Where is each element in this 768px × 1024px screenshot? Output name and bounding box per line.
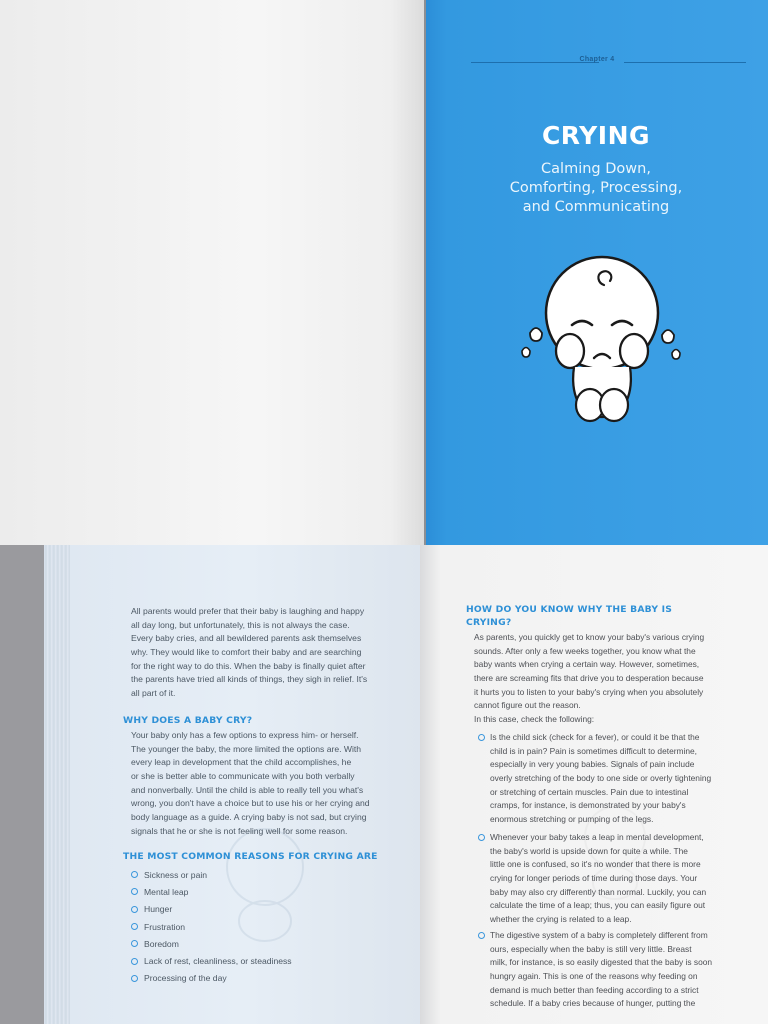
- chapter-label: Chapter 4: [579, 56, 615, 63]
- section-heading-why-cry: WHY DOES A BABY CRY?: [123, 715, 253, 726]
- section-heading-how-know: [466, 604, 672, 629]
- list-item-label: Processing of the day: [144, 973, 227, 984]
- crying-baby-illustration: [512, 255, 684, 435]
- text-line: for the right way to do this. When the baby is finally quiet after: [131, 660, 366, 671]
- chapter-opener-page: [426, 0, 768, 545]
- list-item: [131, 970, 292, 987]
- subtitle-line: and Communicating: [522, 199, 670, 215]
- text-line: and nonverbally. Until the child is able to really tell you what's: [131, 784, 364, 795]
- text-line: signals that he or she is not feeling well for some reason.: [131, 825, 348, 836]
- list-item-label: Boredom: [144, 938, 179, 949]
- text-line: all day long, but unfortunately, this is not always the case.: [131, 619, 350, 630]
- list-item: [131, 883, 292, 900]
- list-item-label: Mental leap: [144, 886, 189, 897]
- text-line: every leap in development that the child accomplishes, he: [131, 757, 352, 768]
- intro-paragraph: [131, 605, 406, 701]
- circle-bullet-icon: [478, 932, 485, 939]
- text-line: Whenever your baby takes a leap in mental development,: [490, 832, 704, 842]
- text-line: crying for longer periods of time during those days. Your: [490, 872, 698, 883]
- text-line: hungry again. This is one of the reasons why feeding on: [490, 970, 698, 981]
- text-line: baby may also cry differently than normal. Luckily, you can: [490, 886, 707, 897]
- text-line: In this case, check the following:: [474, 713, 595, 724]
- how-know-paragraph: [474, 631, 722, 727]
- text-line: Every baby cries, and all bewildered parents ask themselves: [131, 633, 362, 644]
- chapter-subtitle: [426, 160, 766, 217]
- text-line: cramps, for instance, is demonstrated by your baby's: [490, 800, 686, 811]
- text-line: schedule. If a baby cries because of hunger, putting the: [490, 998, 696, 1009]
- text-line: sounds. After only a few weeks together, you know what the: [474, 645, 696, 656]
- text-line: ours, especially when the baby is still very little. Breast: [490, 943, 692, 954]
- circle-bullet-icon: [131, 888, 138, 895]
- circle-bullet-icon: [131, 958, 138, 965]
- heading-line: CRYING?: [466, 616, 512, 628]
- reasons-list: [131, 866, 292, 987]
- heading-line: HOW DO YOU KNOW WHY THE BABY IS: [466, 604, 673, 615]
- circle-bullet-icon: [131, 871, 138, 878]
- text-line: milk, for instance, is so easily digested that the baby is soon: [490, 957, 713, 968]
- list-item: [131, 901, 292, 918]
- circle-bullet-icon: [131, 940, 138, 947]
- text-line: whether the crying is related to a leap.: [490, 913, 632, 924]
- text-line: all part of it.: [131, 687, 176, 698]
- text-line: or she is better able to communicate with you both verbally: [131, 770, 355, 781]
- text-line: there are screaming fits that drive you to desperation because: [474, 672, 704, 683]
- list-item-label: Lack of rest, cleanliness, or steadiness: [144, 956, 292, 967]
- list-item-label: Hunger: [144, 904, 173, 915]
- chapter-title: CRYING: [541, 121, 651, 150]
- text-line: As parents, you quickly get to know your baby's various crying: [474, 632, 705, 642]
- text-line: demand is much better than feeding according to a strict: [490, 984, 699, 995]
- circle-bullet-icon: [131, 923, 138, 930]
- text-line: calculate the time of a leap; thus, you can easily figure out: [490, 900, 706, 911]
- list-item-label: Sickness or pain: [144, 869, 208, 880]
- chapter-rule-right: [624, 62, 746, 63]
- text-line: why. They would like to comfort their baby and are searching: [131, 646, 362, 657]
- circle-bullet-icon: [131, 906, 138, 913]
- check-item-text: [490, 831, 742, 927]
- text-line: the parents have tried all kinds of things, they sigh in relief. It's: [131, 674, 368, 685]
- section-heading-common-reasons: THE MOST COMMON REASONS FOR CRYING ARE: [123, 851, 378, 862]
- text-line: cannot figure out the reason.: [474, 700, 581, 711]
- circle-bullet-icon: [478, 734, 485, 741]
- circle-bullet-icon: [131, 975, 138, 982]
- text-line: or stretching of certain muscles. Pain due to intestinal: [490, 786, 689, 797]
- text-line: especially in very young babies. Signals of pain include: [490, 759, 695, 770]
- right-text-page: [420, 545, 768, 1024]
- text-line: All parents would prefer that their baby is laughing and happy: [131, 606, 365, 616]
- text-line: wrong, you don't have a choice but to use his or her crying and: [131, 798, 370, 809]
- subtitle-line: Calming Down,: [541, 161, 651, 177]
- list-item: [131, 935, 292, 952]
- text-line: overly stretching of the body to one side or overly tightening: [490, 772, 712, 783]
- text-line: The digestive system of a baby is completely different from: [490, 930, 708, 940]
- text-line: The younger the baby, the more limited the options are. With: [131, 743, 362, 754]
- list-item-label: Frustration: [144, 921, 186, 932]
- text-line: Is the child sick (check for a fever), or could it be that the: [490, 732, 700, 742]
- left-text-page-area: [0, 545, 420, 1024]
- check-item-text: [490, 929, 742, 1011]
- left-text-page: [70, 545, 420, 1024]
- list-item: [131, 952, 292, 969]
- text-line: Your baby only has a few options to express him- or herself.: [131, 730, 359, 740]
- text-line: the baby's world is upside down for quite a while. The: [490, 845, 688, 856]
- list-item: [131, 866, 292, 883]
- check-item-text: [490, 731, 742, 827]
- text-line: baby wants when crying a certain way. However, sometimes,: [474, 659, 700, 670]
- blank-page: [0, 0, 424, 545]
- text-line: little one is confused, so it's no wonder that there is more: [490, 859, 701, 870]
- list-item: [131, 918, 292, 935]
- text-line: body language as a guide. A crying baby is not sad, but crying: [131, 811, 367, 822]
- text-line: child is in pain? Pain is sometimes difficult to determine,: [490, 745, 697, 756]
- subtitle-line: Comforting, Processing,: [509, 180, 683, 196]
- circle-bullet-icon: [478, 834, 485, 841]
- text-line: enormous stretching or pumping of the legs.: [490, 813, 654, 824]
- why-cry-paragraph: [131, 729, 406, 838]
- text-line: it hurts you to listen to your baby's crying when you absolutely: [474, 686, 704, 697]
